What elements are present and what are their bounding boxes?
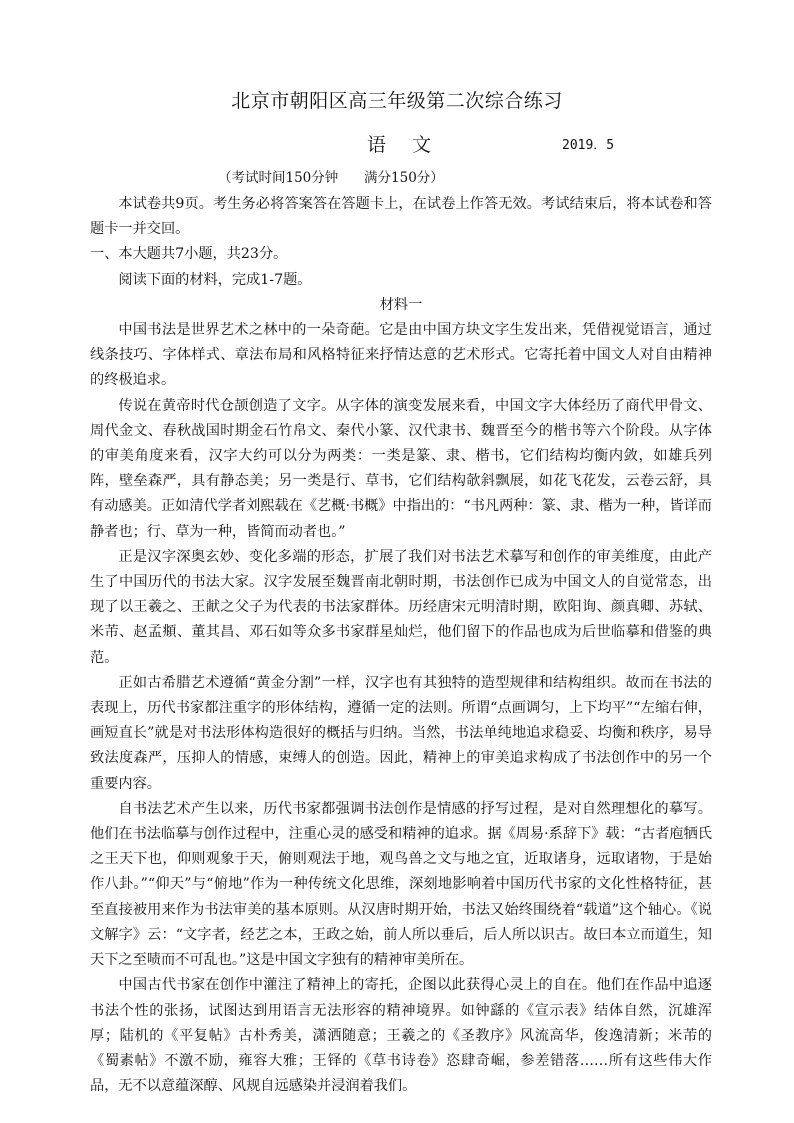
- reading-prompt: 阅读下面的材料，完成1-7题。: [118, 271, 312, 288]
- page-title: 北京市朝阳区高三年级第二次综合练习: [231, 90, 563, 112]
- exam-body: [90, 192, 712, 1099]
- paragraph-3: 正是汉字深奥玄妙、变化多端的形态，扩展了我们对书法艺术摹写和创作的审美维度，由此产生了中国历代的书法大家。汉字发展至魏晋南北朝时期，书法创作已成为中国文人的自觉常态，出现了以王羲之、王献之父子为代表的书法家群体。历经唐宋元明清时期，欧阳询、颜真卿、苏轼、米芾、赵孟頫、董其昌、邓石如等众多书家群星灿烂，他们留下的作品也成为后世临摹和借鉴的典范。: [90, 548, 712, 666]
- paragraph-1: 中国书法是世界艺术之林中的一朵奇葩。它是由中国方块文字生发出来，凭借视觉语言，通过线条技巧、字体样式、章法布局和风格特征来抒情达意的艺术形式。它寄托着中国文人对自由精神的终极追求。: [90, 322, 712, 389]
- paragraph-5: 自书法艺术产生以来，历代书家都强调书法创作是情感的抒写过程，是对自然理想化的摹写。他们在书法临摹与创作过程中，注重心灵的感受和精神的追求。据《周易·系辞下》载：“古者庖牺氏之王天下也，仰则观象于天，俯则观法于地，观鸟兽之文与地之宜，近取诸身，远取诸物，于是始作八卦。”“仰天”与“俯地”作为一种传统文化思维，深刻地影响着中国历代书家的文化性格特征，甚至直接被用来作为书法审美的基本原则。从汉唐时期开始，书法又始终围绕着“载道”这个轴心。《说文解字》云：“文字者，经艺之本，王政之始，前人所以垂后，后人所以识古。故曰本立而道生，知天下之至啧而不可乱也。”这是中国文字独有的精神审美所在。: [90, 800, 712, 969]
- paragraph-6: 中国古代书家在创作中灌注了精神上的寄托，企图以此获得心灵上的自在。他们在作品中追逐书法个性的张扬，试图达到用语言无法形容的精神境界。如钟繇的《宣示表》结体自然，沉雄浑厚；陆机的《平复帖》古朴秀美，潇洒随意；王羲之的《圣教序》风流高华，俊逸清新；米芾的《蜀素帖》不激不励，雍容大雅；王铎的《草书诗卷》恣肆奇崛，参差错落……所有这些伟大作品，无不以意蕴深醇、风规自远感染并浸润着我们。: [90, 977, 712, 1095]
- paragraph-2: 传说在黄帝时代仓颉创造了文字。从字体的演变发展来看，中国文字大体经历了商代甲骨文、周代金文、春秋战国时期金石竹帛文、秦代小篆、汉代隶书、魏晋至今的楷书等六个阶段。从字体的审美角度来看，汉字大约可以分为两类：一类是篆、隶、楷书，它们结构均衡内敛，如雄兵列阵，壁垒森严，具有静态美；另一类是行、草书，它们结构欹斜飘展，如花飞花发，云卷云舒，具有动感美。正如清代学者刘熙载在《艺概·书概》中指出的：“书凡两种：篆、隶、楷为一种，皆详而静者也；行、草为一种，皆简而动者也。”: [90, 397, 712, 540]
- material-title: 材料一: [379, 296, 423, 313]
- subject-title: 语 文: [367, 134, 442, 156]
- section-heading: 一、本大题共7小题，共23分。: [90, 246, 288, 263]
- exam-info: （考试时间150分钟 满分150分）: [218, 170, 444, 186]
- paragraph-4: 正如古希腊艺术遵循“黄金分割”一样，汉字也有其独特的造型规律和结构组织。故而在书法的表现上，历代书家都注重字的形体结构，遵循一定的法则。所谓“点画调匀，上下均平”“左缩右伸，画短直长”就是对书法形体构造很好的概括与归纳。当然，书法单纯地追求稳妥、均衡和秩序，易导致法度森严，压抑人的情感，束缚人的创造。因此，精神上的审美追求构成了书法创作中的另一个重要内容。: [90, 674, 712, 792]
- instructions: 本试卷共9页。考生务必将答案答在答题卡上，在试卷上作答无效。考试结束后，将本试卷和答题卡一并交回。: [90, 196, 712, 238]
- exam-date: 2019．5: [562, 138, 615, 153]
